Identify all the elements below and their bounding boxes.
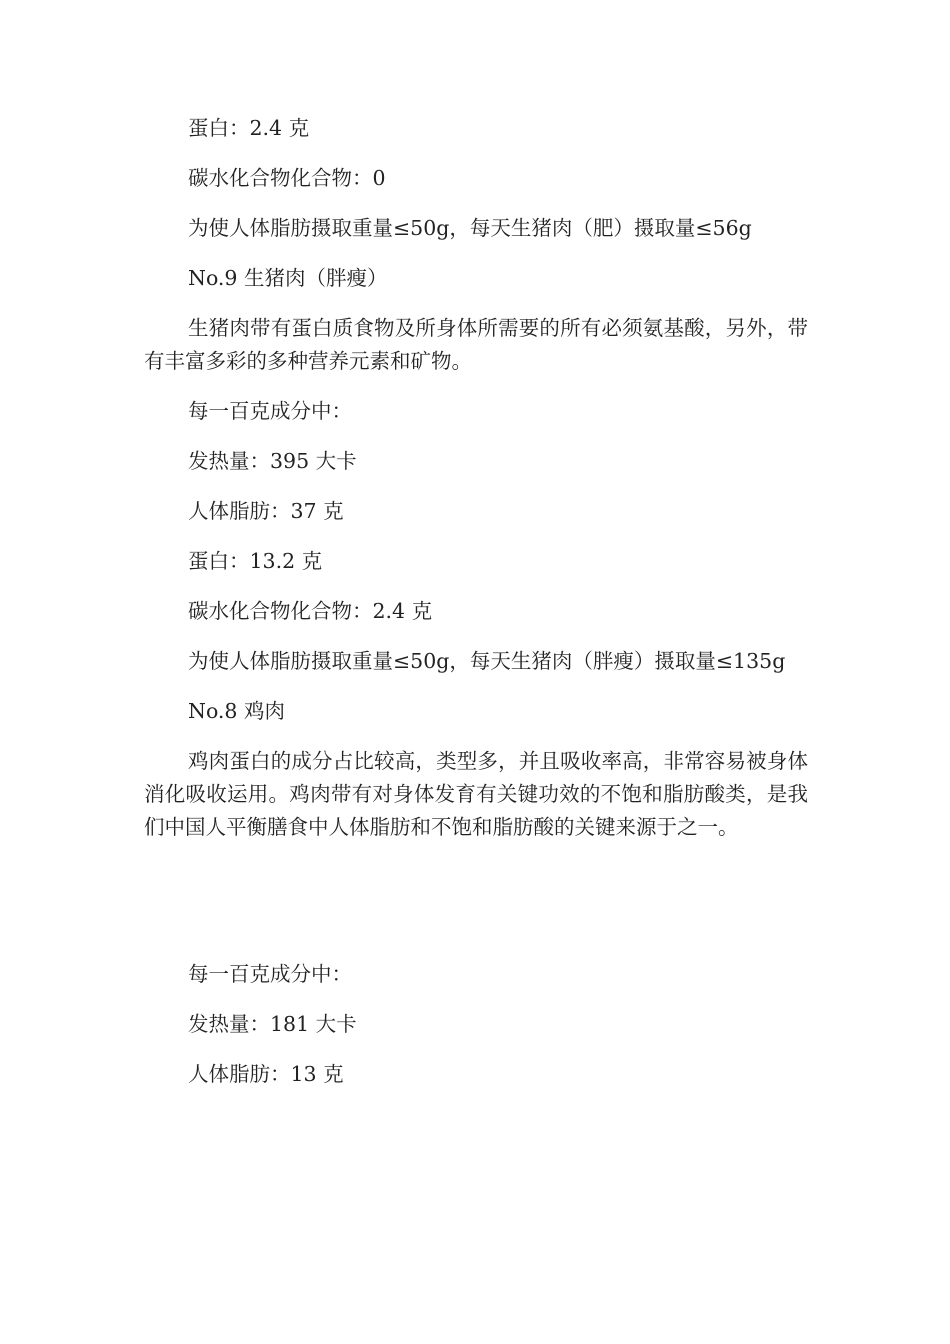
paragraph-calories-2: 发热量：181 大卡 xyxy=(188,1012,357,1036)
paragraph-pork-description: 生猪肉带有蛋白质食物及所身体所需要的所有必须氨基酸，另外，带有丰富多彩的多种营养元素和矿物。 xyxy=(144,316,808,373)
paragraph-per-100g: 每一百克成分中： xyxy=(188,399,352,423)
paragraph-carbohydrate: 碳水化合物化合物：0 xyxy=(188,166,386,190)
paragraph-fat-2: 人体脂肪：13 克 xyxy=(188,1062,344,1086)
paragraph-per-100g-2: 每一百克成分中： xyxy=(188,962,352,986)
paragraph-fat-intake-fatty-pork: 为使人体脂肪摄取重量≤50g，每天生猪肉（肥）摄取量≤56g xyxy=(188,216,752,240)
paragraph-protein-2: 蛋白：13.2 克 xyxy=(188,549,323,573)
section-heading-no9: No.9 生猪肉（胖瘦） xyxy=(188,266,388,290)
blank-gap xyxy=(144,861,808,958)
paragraph-carbohydrate-2: 碳水化合物化合物：2.4 克 xyxy=(188,599,433,623)
paragraph-protein: 蛋白：2.4 克 xyxy=(188,116,310,140)
paragraph-chicken-description: 鸡肉蛋白的成分占比较高，类型多，并且吸收率高，非常容易被身体消化吸收运用。鸡肉带有对身体发育有关键功效的不饱和脂肪酸类，是我们中国人平衡膳食中人体脂肪和不饱和脂肪酸的关键来源于之一。 xyxy=(144,749,808,839)
paragraph-fat: 人体脂肪：37 克 xyxy=(188,499,344,523)
document-body xyxy=(144,112,808,1108)
paragraph-fat-intake-mixed-pork: 为使人体脂肪摄取重量≤50g，每天生猪肉（胖瘦）摄取量≤135g xyxy=(188,649,786,673)
paragraph-calories: 发热量：395 大卡 xyxy=(188,449,357,473)
section-heading-no8: No.8 鸡肉 xyxy=(188,699,285,723)
